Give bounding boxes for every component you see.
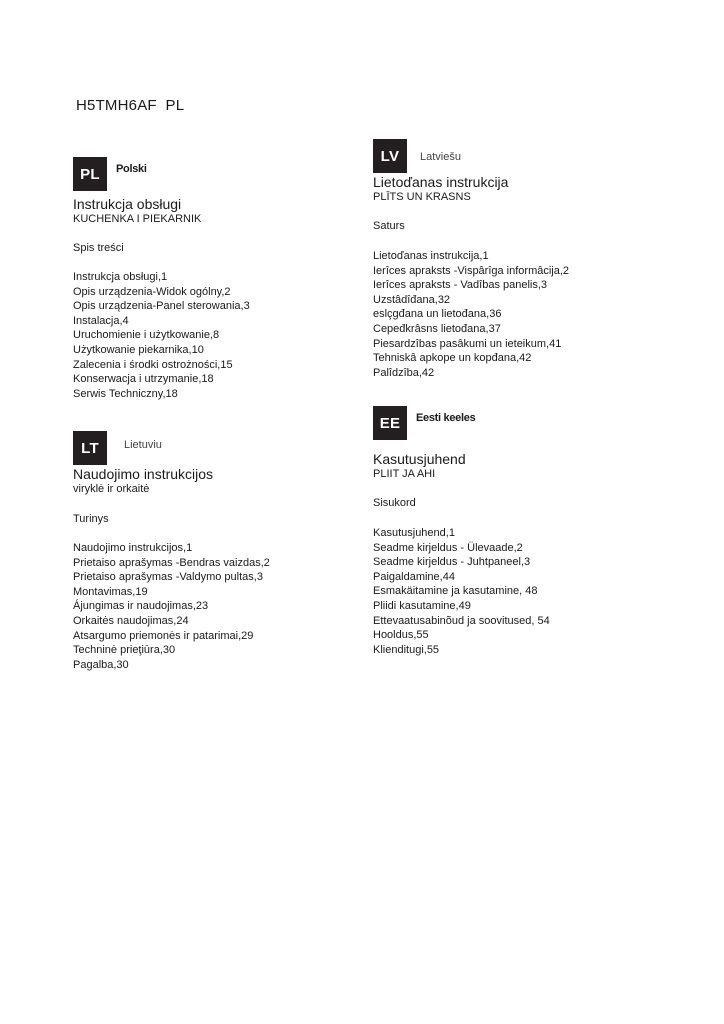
- language-name: Polski: [116, 163, 147, 175]
- toc-item[interactable]: Prietaiso aprašymas -Bendras vaizdas,2: [73, 556, 270, 569]
- toc-item[interactable]: Atsargumo priemonės ir patarimai,29: [73, 629, 254, 642]
- toc-item[interactable]: Naudojimo instrukcijos,1: [73, 542, 193, 554]
- toc-list: [73, 541, 270, 672]
- toc-item[interactable]: Piesardzîbas pasâkumi un ieteikum,41: [373, 337, 562, 350]
- language-name: Latviešu: [420, 151, 461, 163]
- toc-item[interactable]: Palîdzîba,42: [373, 366, 435, 379]
- toc-item[interactable]: Orkaitės naudojimas,24: [73, 614, 189, 627]
- toc-item[interactable]: eslçgđana un lietođana,36: [373, 308, 502, 321]
- toc-item[interactable]: Techninė prieţiūra,30: [73, 644, 176, 657]
- section-subheading: KUCHENKA I PIEKARNIK: [73, 213, 202, 225]
- toc-item[interactable]: Seadme kirjeldus - Ülevaade,2: [373, 541, 523, 554]
- toc-item[interactable]: Opis urządzenia-Widok ogólny,2: [73, 285, 231, 298]
- toc-item[interactable]: Esmakäitamine ja kasutamine, 48: [373, 585, 538, 598]
- toc-item[interactable]: Ájungimas ir naudojimas,23: [73, 600, 209, 613]
- toc-title: Spis treści: [73, 242, 124, 254]
- toc-list: [373, 526, 550, 657]
- section-heading: Kasutusjuhend: [373, 451, 466, 467]
- section-subheading: PLIIT JA AHI: [373, 468, 436, 480]
- toc-title: Sisukord: [373, 497, 416, 509]
- toc-item[interactable]: Seadme kirjeldus - Juhtpaneel,3: [373, 556, 531, 569]
- model-code: H5TMH6AF PL: [76, 97, 185, 114]
- toc-item[interactable]: Pagalba,30: [73, 658, 129, 671]
- language-badge: PL: [73, 157, 107, 191]
- toc-item[interactable]: Instalacja,4: [73, 314, 129, 327]
- language-badge: LV: [373, 139, 407, 173]
- toc-item[interactable]: Cepeđkrâsns lietođana,37: [373, 322, 501, 335]
- section-subheading: viryklė ir orkaitė: [73, 483, 150, 495]
- toc-item[interactable]: Instrukcja obsługi,1: [73, 271, 168, 283]
- toc-item[interactable]: Tehniskâ apkope un kopđana,42: [373, 352, 532, 365]
- toc-item[interactable]: Pliidi kasutamine,49: [373, 599, 471, 612]
- language-name: Lietuviu: [124, 439, 162, 451]
- language-name: Eesti keeles: [416, 412, 476, 424]
- toc-item[interactable]: Ierîces apraksts -Vispârîga informâcija,2: [373, 264, 570, 277]
- toc-list: [73, 270, 250, 401]
- toc-item[interactable]: Prietaiso aprašymas -Valdymo pultas,3: [73, 571, 263, 584]
- section-heading: Naudojimo instrukcijos: [73, 466, 214, 482]
- toc-list: [373, 249, 569, 380]
- section-heading: Lietoďanas instrukcija: [373, 174, 509, 190]
- toc-item[interactable]: Hooldus,55: [373, 629, 429, 642]
- toc-item[interactable]: Paigaldamine,44: [373, 570, 455, 583]
- toc-item[interactable]: Montavimas,19: [73, 585, 148, 598]
- toc-item[interactable]: Ettevaatusabinõud ja soovitused, 54: [373, 614, 550, 627]
- toc-item[interactable]: Serwis Techniczny,18: [73, 387, 178, 400]
- toc-item[interactable]: Lietoďanas instrukcija,1: [373, 250, 489, 262]
- toc-title: Turinys: [73, 513, 109, 525]
- section-subheading: PLĪTS UN KRASNS: [373, 191, 471, 203]
- toc-item[interactable]: Kasutusjuhend,1: [373, 527, 455, 539]
- toc-item[interactable]: Uruchomienie i użytkowanie,8: [73, 329, 220, 342]
- language-badge: EE: [373, 406, 407, 440]
- toc-item[interactable]: Zalecenia i środki ostrożności,15: [73, 358, 233, 371]
- toc-item[interactable]: Uzstâdîđana,32: [373, 293, 451, 306]
- toc-item[interactable]: Ierîces apraksts - Vadîbas panelis,3: [373, 279, 548, 292]
- section-heading: Instrukcja obsługi: [73, 196, 182, 212]
- toc-title: Saturs: [373, 220, 405, 232]
- toc-item[interactable]: Klienditugi,55: [373, 643, 440, 656]
- toc-item[interactable]: Użytkowanie piekarnika,10: [73, 343, 204, 356]
- language-badge: LT: [73, 431, 107, 465]
- toc-item[interactable]: Konserwacja i utrzymanie,18: [73, 373, 214, 386]
- toc-item[interactable]: Opis urządzenia-Panel sterowania,3: [73, 300, 250, 313]
